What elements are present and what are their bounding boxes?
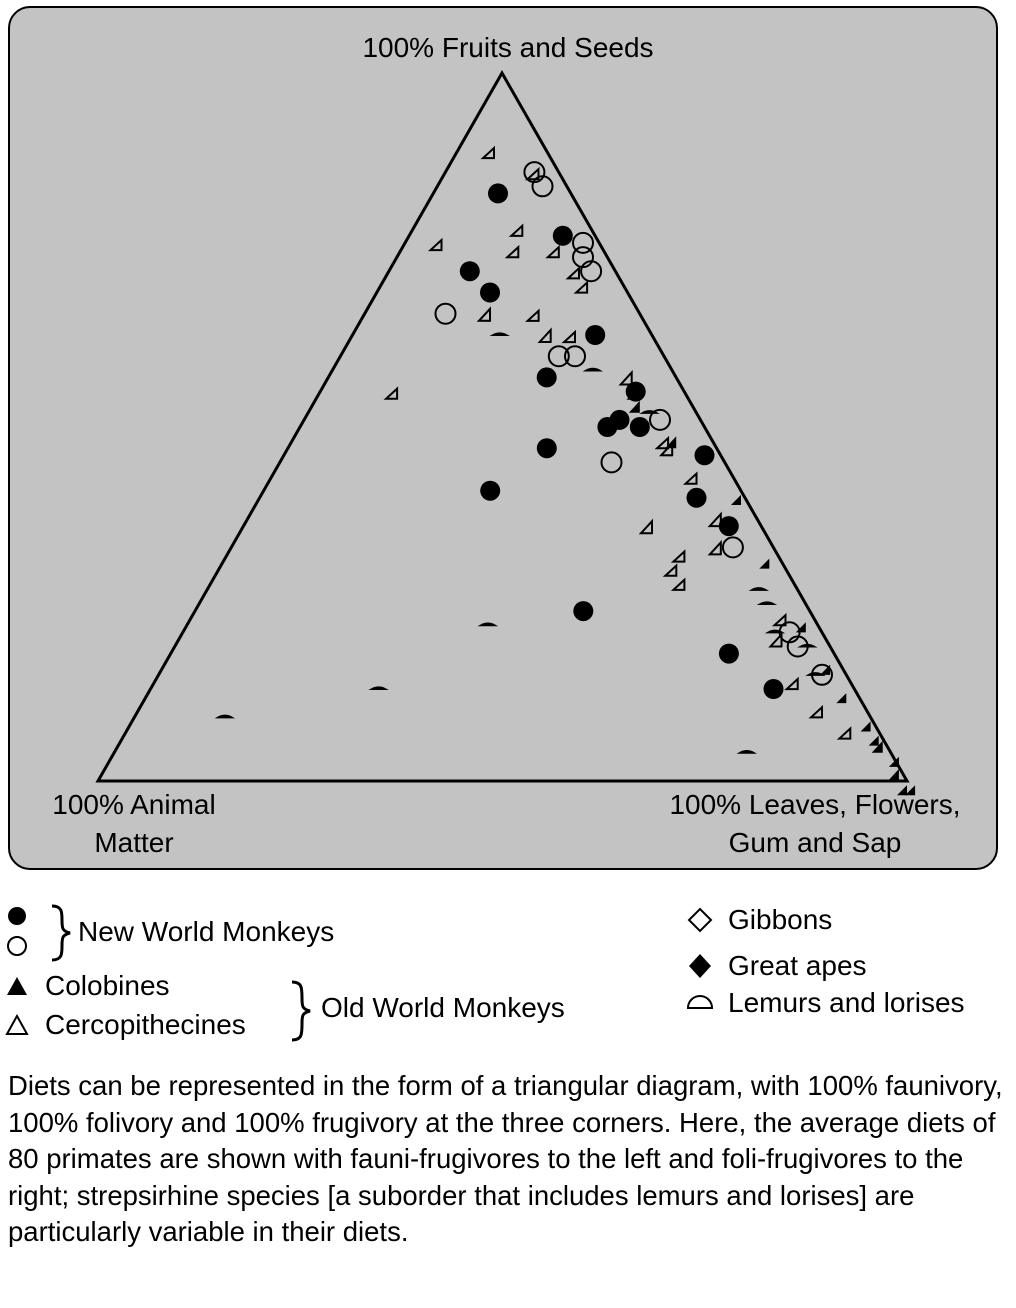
legend-marker-open-circle	[8, 937, 26, 955]
corner-label-leaves: 100% Leaves, Flowers, Gum and Sap	[669, 789, 961, 858]
legend-label-lemurs-and-lorises: Lemurs and lorises	[728, 987, 965, 1018]
legend-marker-filled-triangle	[7, 977, 27, 995]
legend-marker-filled-diamond	[689, 954, 711, 978]
legend-label-great-apes: Great apes	[728, 950, 867, 981]
legend-marker-filled-circle	[8, 907, 26, 925]
figure-caption: Diets can be represented in the form of a triangular diagram, with 100% faunivory, 100% folivory and 100% frugivory at the three corners. Here, the average diets of 80 primates are shown with fauni-frugivores to the left and foli-frugivores to the right; strepsirhine species [a suborder that includes lemurs and lorises] are particularly variable in their diets.	[8, 1070, 1003, 1247]
legend-label-cercopithecines: Cercopithecines	[45, 1009, 246, 1040]
legend-label-colobines: Colobines	[45, 970, 170, 1001]
legend-marker-half-circle	[688, 996, 712, 1008]
corner-label-fruits-seeds: 100% Fruits and Seeds	[362, 32, 654, 63]
legend-brace-new-world	[52, 906, 70, 960]
legend-marker-open-triangle	[7, 1016, 27, 1034]
legend-marker-open-diamond	[689, 909, 711, 931]
legend-brace-old-world	[292, 982, 310, 1040]
legend-label-new-world-monkeys: New World Monkeys	[78, 916, 335, 947]
corner-label-animal-matter: 100% Animal Matter	[52, 789, 216, 858]
legend-label-old-world-monkeys: Old World Monkeys	[321, 992, 565, 1023]
legend-label-gibbons: Gibbons	[728, 904, 833, 935]
